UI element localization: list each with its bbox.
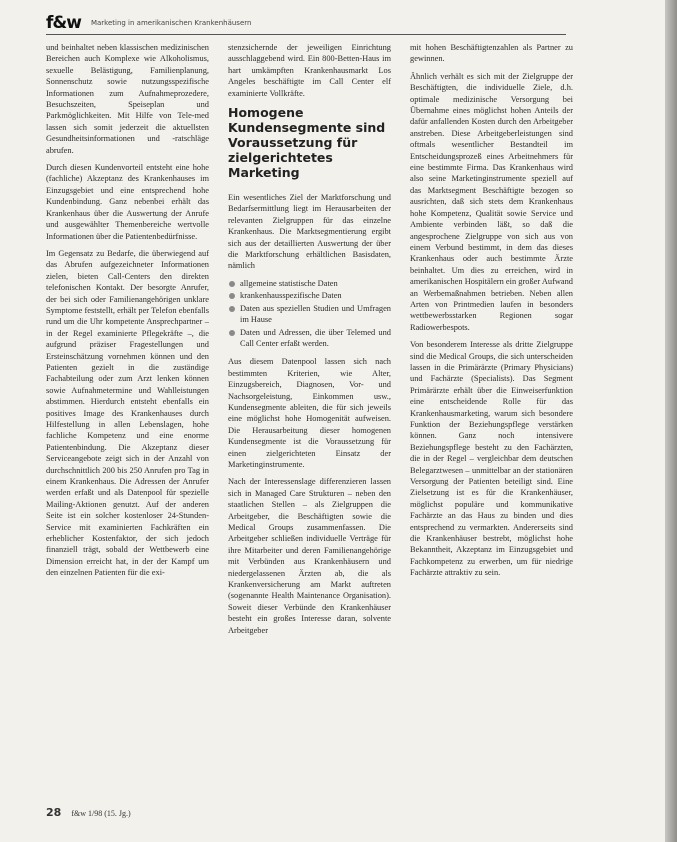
paragraph: Durch diesen Kundenvorteil entsteht eine hohe (fachliche) Akzeptanz des Krankenhauses im Einzugsgebiet und eine entsprechend hohe Kundenbindung. Ganz nebenbei erhält das Krankenhaus über die Auswertung der Anrufe und ausgewählter Themenbereiche wertvolle Informationen über die Patientenbedürfnisse.: [46, 163, 209, 241]
running-title: Marketing in amerikanischen Krankenhäusern: [90, 19, 252, 27]
list-item: Daten und Adressen, die über Telemed und Call Center erfaßt werden.: [228, 327, 391, 350]
paragraph: Ein wesentliches Ziel der Marktforschung und Bedarfsermittlung liegt im Herausarbeiten der relevanten Zielgruppen für das einzelne Krankenhaus. Die Marktsegmentierung ergibt sich aus der detaillierten Auswertung der über die Marktforschung erhältlichen Basisdaten, nämlich: [228, 193, 391, 271]
paragraph: Von besonderem Interesse als dritte Zielgruppe sind die Medical Groups, die sich unterscheiden lassen in die Primärärzte (Primary Physicians) und Fachärzte (Specialists). Das Segment Primärärzte erhält über die Einweiserfunktion eine entscheidende Rolle für das Krankenhausmarketing, warum sich besondere Funktion der Beziehungspflege verstärken können. Ganz noch intensivere Beziehungspflege besteht zu den Fachärzten, die in der Regel – vergleichbar dem deutschen Belegarztwesen – unmittelbar an der stationären Versorgung der Patienten beteiligt sind. Eine Zielsetzung ist es für die Krankenhäuser, möglichst populäre und kommunikative Fachärzte an das Haus zu binden und dies entsprechend zu vermarkten. Andererseits sind die Krankenhäuser bestrebt, möglichst hohe Bekanntheit, Akzeptanz im Einzugsgebiet und Fachkompetenz zu erwerben, um für niedrige Fachärzte attraktiv zu sein.: [410, 340, 573, 578]
list-item: Daten aus speziellen Studien und Umfragen im Hause: [228, 303, 391, 326]
issue-info: f&w 1/98 (15. Jg.): [71, 809, 131, 818]
paragraph: Aus diesem Datenpool lassen sich nach bestimmten Kriterien, wie Alter, Einzugsbereich, Diagnosen, Vor- und Nachsorgeleistung, Einkommen usw., Kundensegmente ableiten, die für sich jeweils eine möglichst hohe Homogenität aufweisen. Die Herausarbeitung dieser homogenen Kundensegmente ist die Voraussetzung für einen zielgerichteten Einsatz der Marketinginstrumente.: [228, 357, 391, 469]
paragraph: Im Gegensatz zu Bedarfe, die überwiegend auf das Abrufen aufgezeichneter Informationen zielen, bieten Call-Centers den direkten telefonischen Kontakt. Der besorgte Anrufer, der bei sich oder Familienangehörigen unklare Symptome feststellt, erhält per Telefon ebenfalls rund um die Uhr kompetente Ansprechpartner – in der Regel examinierte Pflegekräfte –, die aufgrund präziser Fragestellungen und Ersteinschätzung vornehmen können und den Patienten gezielt in die zuständige Fachabteilung oder zum Arzt lenken können sowie Aufnahmetermine und Wahlleistungen abstimmen. Hierdurch entsteht ebenfalls ein positives Image des Krankenhauses durch Hilfestellung in allen Lebenslagen, hohe fachliche Kompetenz und eine enorme Patientenbindung. Die Akzeptanz dieser Serviceangebote zeigt sich in der Anzahl von durchschnittlich 200 bis 250 Anrufen pro Tag in einem Krankenhaus. Die Adressen der Anrufer werden erfaßt und als Datenpool für spezielle Mailing-Aktionen genutzt. Auf der anderen Seite ist ein solcher kostenloser 24-Stunden-Service mit examinierten Fachkräften ein erheblicher Kostenfaktor, der sich jedoch finanziell trägt, sobald der Wettbewerb eine Dimension erreicht hat, in der der Kampf um den einzelnen Patienten für die exi-: [46, 248, 209, 578]
journal-logo: f&w: [46, 13, 81, 33]
book-spine-shadow: [665, 0, 677, 842]
paragraph: stenzsichernde der jeweiligen Einrichtung ausschlaggebend wird. Ein 800-Betten-Haus im hart umkämpften Krankenhausmarkt Los Angeles beschäftigte im Call Center elf examinierte Vollkräfte.: [228, 43, 391, 98]
paragraph: und beinhaltet neben klassischen medizinischen Bereichen auch Komplexe wie Alkoholismus, sexuelle Belästigung, Familienplanung, Sonnenschutz sowie nutzungsspezifische Informationen zum Aufnahmeprozedere, Besuchszeiten, Speiseplan und Parkmöglichkeiten. Mit Hilfe von Tele-med lassen sich somit jederzeit die aktuellsten Gesundheitsinformationen und -ratschläge abrufen.: [46, 43, 209, 155]
column-3: [410, 42, 573, 585]
list-item: allgemeine statistische Daten: [228, 278, 391, 289]
paragraph: Ähnlich verhält es sich mit der Zielgruppe der Beschäftigten, die individuelle Ziele, d.h. optimale medizinische Versorgung bei Übernahme eines möglichst hohen Anteils der dafür anfallenden Kosten durch den Arbeitgeber anstreben. Diese Arbeitgeberleistungen sind oftmals wesentlicher Bestandteil im Entscheidungsprozeß eines Arbeitnehmers für eine bestimmte Firma. Das Krankenhaus wird also seine Marketinginstrumente speziell auf das Marktsegment Beschäftigte bezogen so ausrichten, daß sich stets dem Krankenhaus hohe Kompetenz, Qualität sowie Service und Ambiente verbinden läßt, so daß die angesprochene Zielgruppe von sich aus von einem Verbund bestimmt, in dem das dieses Krankenhaus oder auch bestimmte Ärzte beinhaltet. Um dies zu erreichen, wird in amerikanischen Hospitälern ein großer Aufwand an Werbemaßnahmen betrieben. Neben allen Arten von Printmedien laufen in besonders wettbewerbsstarken Regionen sogar Radiowerbespots.: [410, 71, 573, 332]
list-item: krankenhausspezifische Daten: [228, 290, 391, 301]
page-footer: [46, 806, 131, 819]
page-number: 28: [46, 806, 62, 819]
paragraph: Nach der Interessenslage differenzieren lassen sich in Managed Care Strukturen – neben den staatlichen Stellen – als Zielgruppen die Arbeitgeber, die Beschäftigten sowie die Medical Groups zusammenfassen. Die Arbeitgeber schließen individuelle Verträge für ihre Mitarbeiter und deren Familienangehörige mit Verbünden aus Krankenhäusern und niedergelassenen Ärzten ab, die als Krankenversicherung am Markt auftreten (sogenannte Health Maintenance Organisation). Soweit dieser Verbünde den Krankenhäuser besteht ein großes Interesse daran, solvente Arbeitgeber: [228, 477, 391, 635]
paragraph: mit hohen Beschäftigtenzahlen als Partner zu gewinnen.: [410, 43, 573, 64]
bullet-list: [228, 278, 391, 349]
header-rule: [46, 34, 566, 35]
section-heading: Homogene Kundensegmente sind Voraussetzung für zielgerichtetes Marketing: [228, 105, 386, 181]
column-2: [228, 42, 391, 642]
page-header: [46, 10, 566, 36]
column-1: [46, 42, 209, 585]
